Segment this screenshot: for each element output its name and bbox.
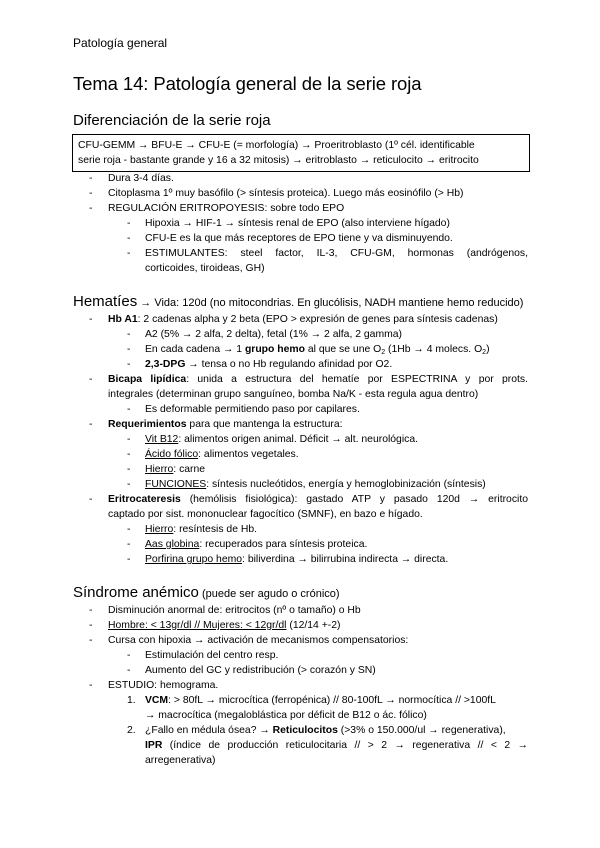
term-bold: Reticulocitos: [272, 725, 338, 736]
box-line-1: CFU-GEMM → BFU-E → CFU-E (= morfología) → Proeritroblasto (1º cél. identificable: [78, 140, 475, 151]
numbered-item: [145, 724, 506, 738]
dash-bullet: -: [127, 218, 131, 229]
text: para que mantenga la estructura:: [186, 419, 343, 430]
list-item: [145, 433, 418, 447]
heading-main: Síndrome anémico: [73, 584, 199, 601]
list-item: [108, 373, 528, 387]
list-item: CFU-E es la que más receptores de EPO tiene y va disminuyendo.: [145, 233, 453, 244]
text: al que se une O: [304, 344, 382, 355]
dash-bullet: -: [89, 494, 93, 505]
section-heading-sindrome-anemico: [73, 584, 340, 601]
dash-bullet: -: [127, 524, 131, 535]
text: : biliverdina → bilirrubina indirecta → directa.: [242, 554, 449, 565]
text: → tensa o no Hb regulando afinidad por O2.: [185, 359, 393, 370]
list-item: Disminución anormal de: eritrocitos (nº o tamaño) o Hb: [108, 605, 361, 616]
list-number: 2.: [127, 725, 136, 736]
list-item: Dura 3-4 días.: [108, 173, 174, 184]
list-item-continuation: captado por sist. mononuclear fagocítico (SMNF), en bazo e hígado.: [108, 509, 423, 520]
list-item: [108, 418, 343, 432]
page-title: Tema 14: Patología general de la serie roja: [73, 73, 422, 94]
text: (hemólisis fisiológica): gastado ATP y pasado 120d → eritrocito: [180, 494, 528, 505]
dash-bullet: -: [89, 188, 93, 199]
dash-bullet: -: [127, 665, 131, 676]
term-underlined: Porfirina grupo hemo: [145, 554, 243, 565]
list-item: Es deformable permitiendo paso por capilares.: [145, 404, 360, 415]
text: : síntesis nucleótidos, energía y hemoglobinización (síntesis): [206, 479, 486, 490]
dash-bullet: -: [89, 605, 93, 616]
text: En cada cadena → 1: [145, 344, 245, 355]
term-bold: VCM: [145, 695, 169, 706]
list-item: [145, 448, 299, 462]
dash-bullet: -: [127, 344, 131, 355]
text: ¿Fallo en médula ósea? →: [145, 725, 273, 736]
text: : unida a estructura del hematíe por ESPECTRINA y por prots.: [186, 374, 529, 385]
dash-bullet: -: [89, 680, 93, 691]
term-bold: Hb A1: [108, 314, 138, 325]
list-item: [145, 463, 205, 477]
dash-bullet: -: [127, 434, 131, 445]
dash-bullet: -: [89, 173, 93, 184]
heading-subtitle: (puede ser agudo o crónico): [198, 588, 340, 600]
text: ): [486, 344, 490, 355]
dash-bullet: -: [89, 419, 93, 430]
list-item: A2 (5% → 2 alfa, 2 delta), fetal (1% → 2 alfa, 2 gamma): [145, 329, 402, 340]
box-line-2: serie roja - bastante grande y 16 a 32 mitosis) → eritroblasto → reticulocito → eritrocito: [78, 155, 479, 166]
numbered-item-continuation: → macrocítica (megaloblástica por déficit de B12 o ác. fólico): [145, 710, 427, 721]
running-header: Patología general: [73, 36, 168, 50]
term-underlined: Hierro: [145, 464, 174, 475]
text: (12/14 +-2): [286, 620, 341, 631]
term-underlined: FUNCIONES: [145, 479, 207, 490]
term-underlined: Vit B12: [145, 434, 179, 445]
dash-bullet: -: [127, 479, 131, 490]
term-bold: Bicapa lipídica: [108, 374, 187, 385]
term-underlined: Hierro: [145, 524, 174, 535]
term-underlined: Aas globina: [145, 539, 200, 550]
list-item: Aumento del GC y redistribución (> corazón y SN): [145, 665, 376, 676]
text: : recuperados para síntesis proteica.: [199, 539, 368, 550]
heading-subtitle: → Vida: 120d (no mitocondrias. En glucólisis, NADH mantiene hemo reducido): [137, 297, 524, 309]
numbered-item-continuation: arregenerativa): [145, 755, 216, 766]
text: : resíntesis de Hb.: [173, 524, 258, 535]
text: : alimentos vegetales.: [198, 449, 299, 460]
dash-bullet: -: [89, 620, 93, 631]
text: : > 80fL → microcítica (ferropénica) // 80-100fL → normocítica // >100fL: [168, 695, 496, 706]
heading-main: Hematíes: [73, 293, 138, 310]
term-bold: IPR: [145, 740, 163, 751]
list-item: [145, 523, 257, 537]
dash-bullet: -: [127, 539, 131, 550]
dash-bullet: -: [127, 248, 131, 259]
list-item: [145, 478, 486, 492]
list-item: ESTIMULANTES: steel factor, IL-3, CFU-GM, hormonas (andrógenos,: [145, 248, 528, 259]
list-item: Hipoxia → HIF-1 → síntesis renal de EPO (also interviene hígado): [145, 218, 450, 229]
dash-bullet: -: [89, 203, 93, 214]
differentiation-box: [72, 134, 530, 172]
term-bold: grupo hemo: [244, 344, 305, 355]
term-bold: Requerimientos: [108, 419, 187, 430]
list-item: Cursa con hipoxia → activación de mecanismos compensatorios:: [108, 635, 409, 646]
text: : carne: [173, 464, 206, 475]
list-item: Citoplasma 1º muy basófilo (> síntesis proteica). Luego más eosinófilo (> Hb): [108, 188, 464, 199]
section-heading-hematies: [73, 293, 523, 310]
text: (índice de producción reticulocitaria // > 2 → regenerativa // < 2 →: [162, 740, 528, 751]
text: : alimentos origen animal. Déficit → alt. neurológica.: [178, 434, 419, 445]
subscript: 2: [381, 349, 386, 356]
text: (>3% o 150.000/ul → regenerativa),: [337, 725, 506, 736]
text: (1Hb → 4 molecs. O: [385, 344, 483, 355]
list-item: [145, 358, 392, 372]
dash-bullet: -: [127, 404, 131, 415]
numbered-item: [145, 694, 496, 708]
list-item-continuation: corticoides, tiroideas, GH): [145, 263, 265, 274]
dash-bullet: -: [127, 329, 131, 340]
dash-bullet: -: [127, 554, 131, 565]
term-underlined: Hombre: < 13gr/dl // Mujeres: < 12gr/dl: [108, 620, 287, 631]
dash-bullet: -: [127, 449, 131, 460]
dash-bullet: -: [89, 374, 93, 385]
list-item-continuation: integrales (determinan grupo sanguíneo, bomba Na/K - esta regula agua dentro): [108, 389, 479, 400]
dash-bullet: -: [127, 464, 131, 475]
list-item: REGULACIÓN ERITROPOYESIS: sobre todo EPO: [108, 203, 345, 214]
numbered-item-continuation: [145, 739, 528, 753]
term-bold: Eritrocateresis: [108, 494, 181, 505]
list-item: [108, 313, 498, 327]
text: : 2 cadenas alpha y 2 beta (EPO > expresión de genes para síntesis cadenas): [137, 314, 498, 325]
subscript: 2: [482, 349, 487, 356]
term-underlined: Ácido fólico: [145, 449, 199, 460]
section-heading-diferenciacion: Diferenciación de la serie roja: [73, 112, 271, 129]
dash-bullet: -: [89, 635, 93, 646]
list-item: [145, 553, 448, 567]
list-item: Estimulación del centro resp.: [145, 650, 279, 661]
dash-bullet: -: [127, 650, 131, 661]
list-item: [145, 538, 367, 552]
list-item: ESTUDIO: hemograma.: [108, 680, 219, 691]
term-bold: 2,3-DPG: [145, 359, 186, 370]
list-item: [108, 493, 528, 507]
list-item: [108, 619, 340, 633]
dash-bullet: -: [127, 359, 131, 370]
list-number: 1.: [127, 695, 136, 706]
dash-bullet: -: [127, 233, 131, 244]
dash-bullet: -: [89, 314, 93, 325]
